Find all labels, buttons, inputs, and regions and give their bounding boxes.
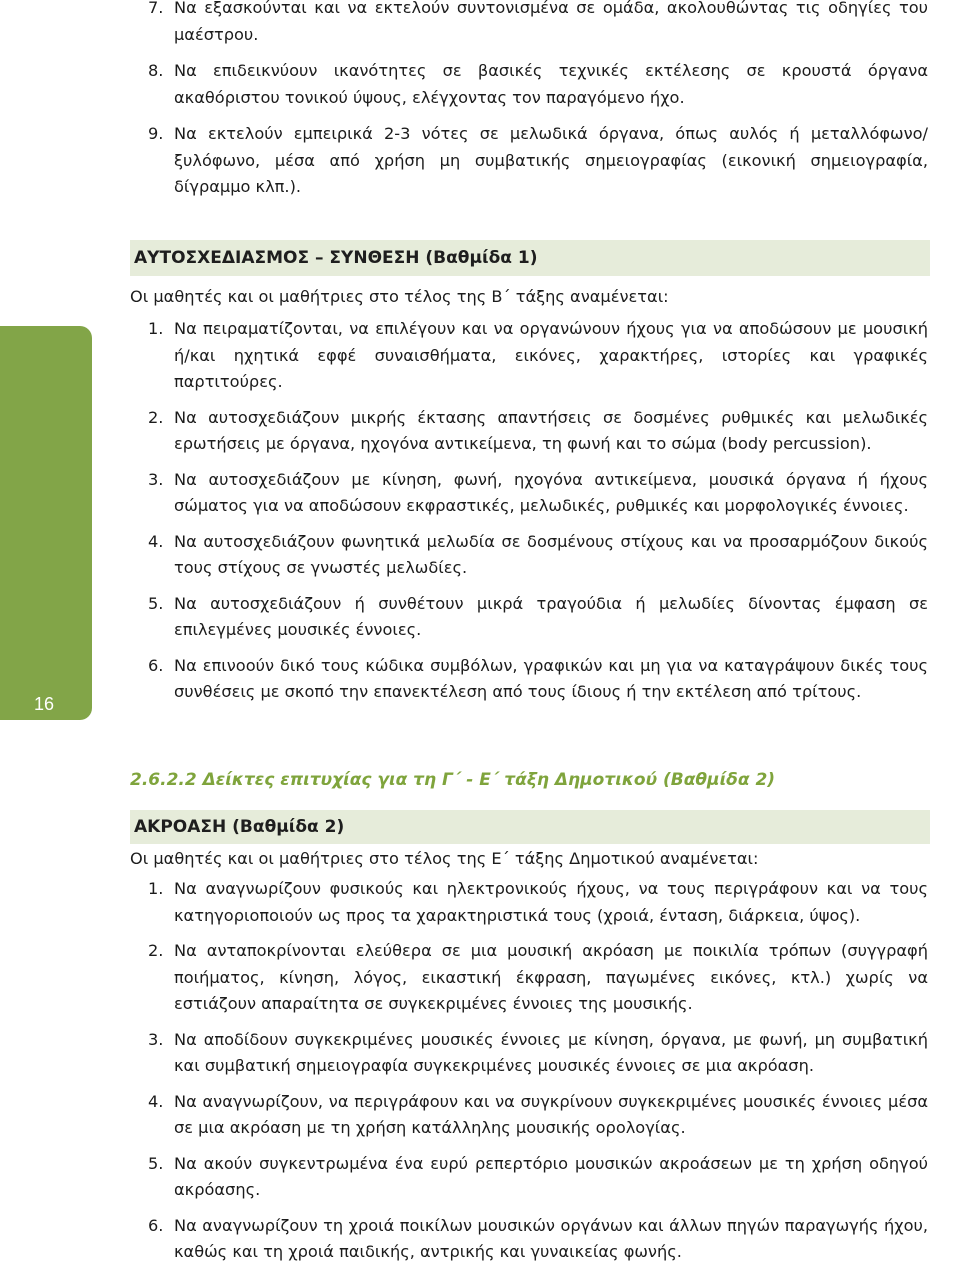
item-text: Να επινοούν δικό τους κώδικα συμβόλων, γραφικών και μη για να καταγράψουν δικές τους συνθέσεις με σκοπό την επανεκτέλεση από τους ίδιους ή την εκτέλεση από τρίτους. [174,655,928,701]
item-text: Να ακούν συγκεντρωμένα ένα ευρύ ρεπερτόριο μουσικών ακροάσεων με τη χρήση οδηγού ακρόασης. [174,1153,928,1199]
item-number: 5. [148,1153,164,1173]
list-item [148,876,928,929]
item-text: Να πειραματίζονται, να επιλέγουν και να οργανώνουν ήχους για να αποδώσουν με μουσική ή/και ηχητικά εφφέ συναισθήματα, εικόνες, χαρακτήρες, ιστορίες και γραφικές παρτιτούρες. [174,319,928,391]
list-item [148,1027,928,1080]
list-item [148,0,928,48]
item-text: Να αναγνωρίζουν, να περιγράφουν και να συγκρίνουν συγκεκριμένες μουσικές έννοιες μέσα σε μια ακρόαση με τη χρήση κατάλληλης μουσικής ορολογίας. [174,1091,928,1137]
list-item [148,121,928,201]
item-text: Να αυτοσχεδιάζουν μικρής έκτασης απαντήσεις σε δοσμένες ρυθμικές και μελωδικές ερωτήσεις με όργανα, ηχογόνα αντικείμενα, τη φωνή και το σώμα (body percussion). [174,407,928,453]
item-text: Να αυτοσχεδιάζουν φωνητικά μελωδία σε δοσμένους στίχους και να προσαρμόζουν δικούς τους στίχους σε γνωστές μελωδίες. [174,531,928,577]
page-number: 16 [33,694,55,714]
list-item [148,938,928,1018]
item-number: 3. [148,1029,164,1049]
item-text: Να εξασκούνται και να εκτελούν συντονισμένα σε ομάδα, ακολουθώντας τις οδηγίες του μαέστρου. [174,0,928,44]
list-item [148,58,928,111]
item-number: 6. [148,655,164,675]
item-number: 9. [148,124,164,143]
item-number: 8. [148,61,164,80]
item-number: 3. [148,469,164,489]
list-item [148,1213,928,1266]
item-number: 2. [148,407,164,427]
item-number: 6. [148,1215,164,1235]
item-number: 2. [148,941,164,960]
list-item [148,1151,928,1204]
subsection-title: 2.6.2.2 Δείκτες επιτυχίας για τη Γ΄ - Ε΄ τάξη Δημοτικού (Βαθμίδα 2) [130,770,776,790]
item-text: Να αυτοσχεδιάζουν ή συνθέτουν μικρά τραγούδια ή μελωδίες δίνοντας έμφαση σε επιλεγμένες μουσικές έννοιες. [174,593,928,639]
section-label: ΜΟΥΣΙΚΗ [28,949,43,1012]
section-heading: ΑΥΤΟΣΧΕΔΙΑΣΜΟΣ – ΣΥΝΘΕΣΗ (Βαθμίδα 1) [130,240,930,276]
list-item [148,316,928,396]
item-text: Να επιδεικνύουν ικανότητες σε βασικές τεχνικές εκτέλεσης σε κρουστά όργανα ακαθόριστου τονικού ύψους, ελέγχοντας τον παραγόμενο ήχο. [174,61,928,107]
list-item [148,529,928,582]
section1-list [148,316,928,715]
item-text: Να εκτελούν εμπειρικά 2-3 νότες σε μελωδικά όργανα, όπως αυλός ή μεταλλόφωνο/ ξυλόφωνο, μέσα από χρήση μη συμβατικής σημειογραφίας (εικονική σημειογραφία, δίγραμμο κλπ.). [174,124,928,196]
item-number: 4. [148,1091,164,1111]
item-number: 1. [148,319,164,338]
item-text: Να αυτοσχεδιάζουν με κίνηση, φωνή, ηχογόνα αντικείμενα, μουσικά όργανα ή ήχους σώματος για να αποδώσουν εκφραστικές, μελωδικές, ρυθμικές και μορφολογικές έννοιες. [174,469,928,515]
section-intro: Οι μαθητές και οι μαθήτριες στο τέλος της Β΄ τάξης αναμένεται: [130,287,669,306]
side-tab [0,326,92,1012]
item-text: Να αναγνωρίζουν φυσικούς και ηλεκτρονικούς ήχους, να τους περιγράφουν και να τους κατηγοριοποιούν ως προς τα χαρακτηριστικά τους (χροιά, ένταση, διάρκεια, ύψος). [174,879,928,925]
item-text: Να ανταποκρίνονται ελεύθερα σε μια μουσική ακρόαση με ποικιλία τρόπων (συγγραφή ποιήματος, κίνηση, λόγος, εικαστική έκφραση, παγωμένες εικόνες, κτλ.) χωρίς να εστιάζουν απαραίτητα σε συγκεκριμένες έννοιες της μουσικής. [174,941,928,1013]
item-number: 1. [148,879,164,898]
item-text: Να αναγνωρίζουν τη χροιά ποικίλων μουσικών οργάνων και άλλων πηγών παραγωγής ήχου, καθώς και τη χροιά παιδικής, αντρικής και γυναικείας φωνής. [174,1215,928,1261]
item-number: 4. [148,531,164,551]
item-number: 5. [148,593,164,613]
list-item [148,405,928,458]
list-item [148,653,928,706]
item-number: 7. [148,0,164,17]
section-intro: Οι μαθητές και οι μαθήτριες στο τέλος της Ε΄ τάξης Δημοτικού αναμένεται: [130,849,759,868]
list-item [148,1089,928,1142]
section2-list [148,876,928,1275]
top-list [148,0,928,211]
list-item [148,591,928,644]
list-item [148,467,928,520]
item-text: Να αποδίδουν συγκεκριμένες μουσικές έννοιες με κίνηση, όργανα, με φωνή, μη συμβατική και συμβατική σημειογραφία συγκεκριμένες μουσικές έννοιες σε μια ακρόαση. [174,1029,928,1075]
section-heading: ΑΚΡΟΑΣΗ (Βαθμίδα 2) [130,810,930,844]
